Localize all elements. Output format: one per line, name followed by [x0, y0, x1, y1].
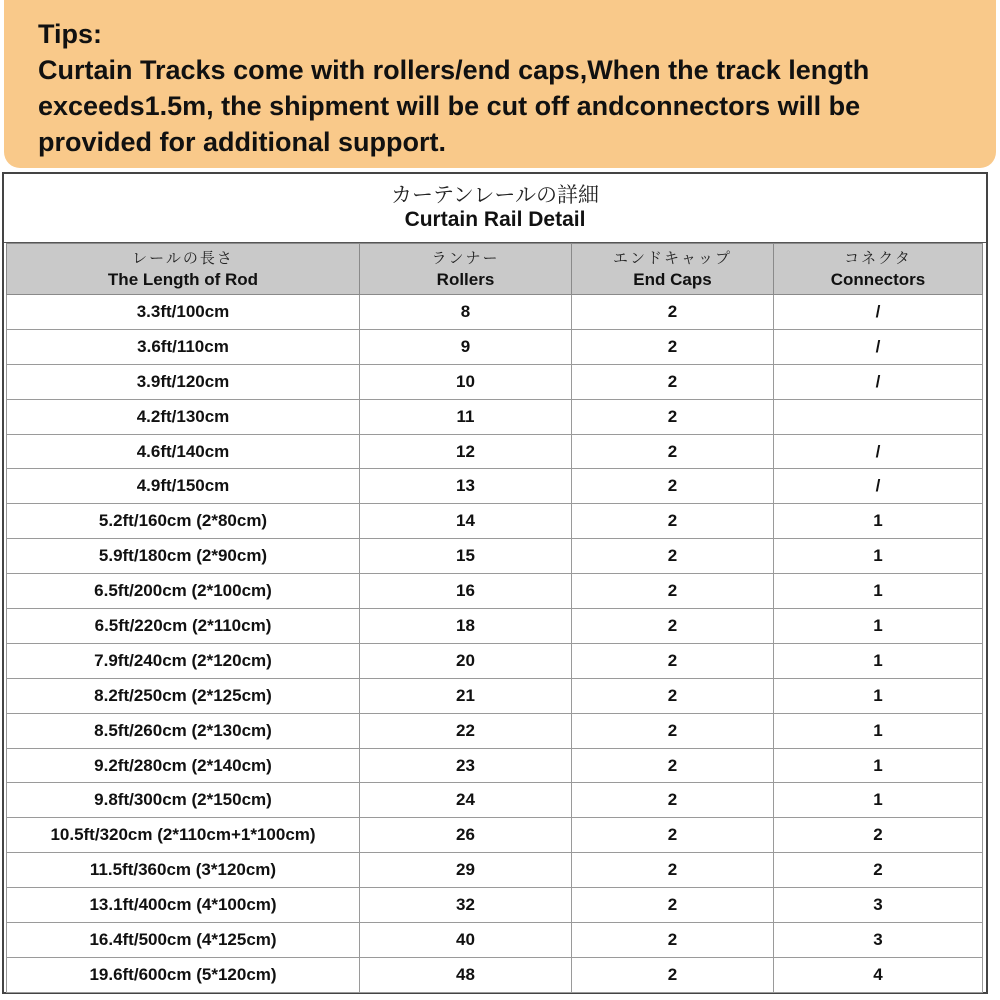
- table-row: [7, 574, 983, 609]
- cell-length: 8.5ft/260cm (2*130cm): [7, 713, 360, 748]
- table-row: [7, 399, 983, 434]
- cell-rollers: 32: [360, 888, 572, 923]
- cell-rollers: 14: [360, 504, 572, 539]
- cell-length: 3.9ft/120cm: [7, 364, 360, 399]
- title-english: Curtain Rail Detail: [404, 208, 586, 231]
- rail-detail-table: [6, 243, 983, 993]
- table-row: [7, 713, 983, 748]
- cell-rollers: 15: [360, 539, 572, 574]
- table-body: [7, 295, 983, 993]
- cell-connectors: /: [774, 469, 983, 504]
- table-row: [7, 678, 983, 713]
- table-row: [7, 539, 983, 574]
- cell-connectors: /: [774, 364, 983, 399]
- cell-connectors: 2: [774, 853, 983, 888]
- curtain-rail-detail-sheet: [2, 172, 988, 994]
- header-rollers: [360, 244, 572, 295]
- cell-end-caps: 2: [572, 818, 774, 853]
- title-japanese: カーテンレールの詳細: [390, 183, 599, 207]
- table-row: [7, 783, 983, 818]
- cell-connectors: /: [774, 295, 983, 330]
- header-end-caps-en: End Caps: [633, 270, 712, 289]
- cell-end-caps: 2: [572, 678, 774, 713]
- table-header-row: [7, 244, 983, 295]
- tips-title: Tips:: [38, 19, 103, 49]
- cell-rollers: 11: [360, 399, 572, 434]
- cell-length: 4.6ft/140cm: [7, 434, 360, 469]
- cell-length: 4.9ft/150cm: [7, 469, 360, 504]
- table-row: [7, 748, 983, 783]
- cell-connectors: 1: [774, 748, 983, 783]
- cell-end-caps: 2: [572, 609, 774, 644]
- cell-length: 5.2ft/160cm (2*80cm): [7, 504, 360, 539]
- table-row: [7, 957, 983, 992]
- table-row: [7, 469, 983, 504]
- cell-rollers: 9: [360, 329, 572, 364]
- cell-length: 8.2ft/250cm (2*125cm): [7, 678, 360, 713]
- table-row: [7, 643, 983, 678]
- cell-connectors: [774, 399, 983, 434]
- cell-connectors: /: [774, 434, 983, 469]
- cell-length: 4.2ft/130cm: [7, 399, 360, 434]
- cell-end-caps: 2: [572, 399, 774, 434]
- cell-length: 19.6ft/600cm (5*120cm): [7, 957, 360, 992]
- header-connectors-jp: コネクタ: [844, 249, 912, 267]
- cell-length: 6.5ft/220cm (2*110cm): [7, 609, 360, 644]
- cell-rollers: 10: [360, 364, 572, 399]
- table-row: [7, 888, 983, 923]
- table-row: [7, 818, 983, 853]
- cell-rollers: 22: [360, 713, 572, 748]
- cell-length: 3.6ft/110cm: [7, 329, 360, 364]
- cell-rollers: 40: [360, 923, 572, 958]
- sheet-title: [4, 174, 986, 243]
- cell-rollers: 20: [360, 643, 572, 678]
- cell-end-caps: 2: [572, 574, 774, 609]
- cell-end-caps: 2: [572, 364, 774, 399]
- header-rollers-jp: ランナー: [431, 249, 500, 267]
- header-end-caps: [572, 244, 774, 295]
- header-rollers-en: Rollers: [436, 270, 495, 289]
- table-row: [7, 504, 983, 539]
- cell-end-caps: 2: [572, 434, 774, 469]
- tips-body: Curtain Tracks come with rollers/end caps,When the track length exceeds1.5m, the shipment will be cut off andconnectors will be provided for additional support.: [38, 55, 870, 157]
- cell-length: 9.2ft/280cm (2*140cm): [7, 748, 360, 783]
- cell-rollers: 8: [360, 295, 572, 330]
- cell-connectors: 2: [774, 818, 983, 853]
- cell-connectors: 1: [774, 504, 983, 539]
- cell-length: 5.9ft/180cm (2*90cm): [7, 539, 360, 574]
- cell-rollers: 26: [360, 818, 572, 853]
- cell-end-caps: 2: [572, 923, 774, 958]
- cell-end-caps: 2: [572, 539, 774, 574]
- cell-connectors: 3: [774, 888, 983, 923]
- cell-length: 9.8ft/300cm (2*150cm): [7, 783, 360, 818]
- header-connectors-en: Connectors: [830, 270, 926, 289]
- cell-connectors: 4: [774, 957, 983, 992]
- cell-connectors: 1: [774, 643, 983, 678]
- cell-length: 16.4ft/500cm (4*125cm): [7, 923, 360, 958]
- cell-connectors: 1: [774, 574, 983, 609]
- table-row: [7, 364, 983, 399]
- table-row: [7, 295, 983, 330]
- cell-length: 6.5ft/200cm (2*100cm): [7, 574, 360, 609]
- cell-end-caps: 2: [572, 853, 774, 888]
- cell-rollers: 24: [360, 783, 572, 818]
- cell-end-caps: 2: [572, 469, 774, 504]
- cell-end-caps: 2: [572, 748, 774, 783]
- cell-connectors: 1: [774, 713, 983, 748]
- cell-rollers: 12: [360, 434, 572, 469]
- cell-connectors: 3: [774, 923, 983, 958]
- header-end-caps-jp: エンドキャップ: [612, 249, 732, 267]
- cell-end-caps: 2: [572, 329, 774, 364]
- header-connectors: [774, 244, 983, 295]
- cell-connectors: /: [774, 329, 983, 364]
- cell-rollers: 48: [360, 957, 572, 992]
- table-row: [7, 853, 983, 888]
- cell-end-caps: 2: [572, 504, 774, 539]
- cell-connectors: 1: [774, 539, 983, 574]
- cell-length: 11.5ft/360cm (3*120cm): [7, 853, 360, 888]
- tips-banner: [4, 0, 996, 168]
- cell-end-caps: 2: [572, 713, 774, 748]
- table-row: [7, 434, 983, 469]
- header-length-jp: レールの長さ: [132, 249, 234, 267]
- table-row: [7, 609, 983, 644]
- cell-rollers: 16: [360, 574, 572, 609]
- cell-length: 7.9ft/240cm (2*120cm): [7, 643, 360, 678]
- cell-rollers: 13: [360, 469, 572, 504]
- cell-end-caps: 2: [572, 643, 774, 678]
- cell-rollers: 21: [360, 678, 572, 713]
- cell-end-caps: 2: [572, 295, 774, 330]
- cell-rollers: 23: [360, 748, 572, 783]
- cell-end-caps: 2: [572, 783, 774, 818]
- table-row: [7, 329, 983, 364]
- cell-connectors: 1: [774, 783, 983, 818]
- header-length-en: The Length of Rod: [107, 270, 259, 289]
- cell-length: 3.3ft/100cm: [7, 295, 360, 330]
- header-length: [7, 244, 360, 295]
- table-row: [7, 923, 983, 958]
- cell-end-caps: 2: [572, 888, 774, 923]
- cell-length: 10.5ft/320cm (2*110cm+1*100cm): [7, 818, 360, 853]
- cell-connectors: 1: [774, 609, 983, 644]
- cell-length: 13.1ft/400cm (4*100cm): [7, 888, 360, 923]
- cell-connectors: 1: [774, 678, 983, 713]
- cell-rollers: 18: [360, 609, 572, 644]
- cell-rollers: 29: [360, 853, 572, 888]
- cell-end-caps: 2: [572, 957, 774, 992]
